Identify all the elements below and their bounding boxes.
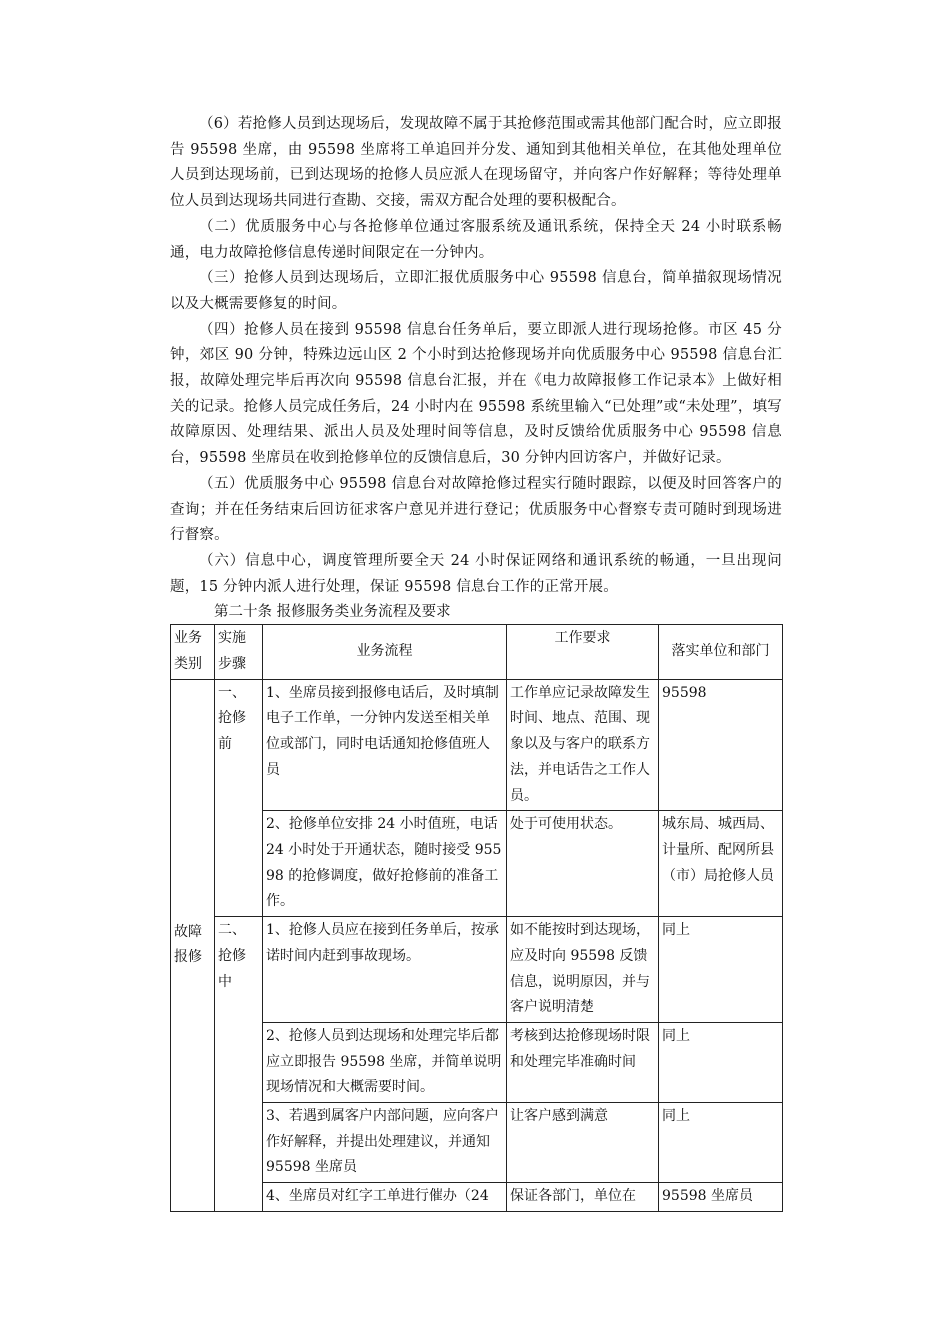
- table-row: [171, 1103, 783, 1183]
- paragraph-3: （三）抢修人员到达现场后，立即汇报优质服务中心 95598 信息台，简单描叙现场情况以及大概需要修复的时间。: [170, 270, 782, 312]
- table-row: [171, 811, 783, 917]
- table-row: [171, 679, 783, 811]
- flow-cell: 1、抢修人员应在接到任务单后，按承诺时间内赶到事故现场。: [263, 917, 507, 1023]
- step-cell-before: 一、抢修前: [215, 679, 263, 916]
- table-caption: 第二十条 报修服务类业务流程及要求: [214, 604, 451, 621]
- flow-cell: 3、若遇到属客户内部问题，应向客户作好解释，并提出处理建议，并通知 95598 坐席员: [263, 1103, 507, 1183]
- requirement-cell: 如不能按时到达现场，应及时向 95598 反馈信息，说明原因，并与客户说明清楚: [507, 917, 659, 1023]
- process-table: [170, 624, 783, 1211]
- document-page: [170, 112, 782, 1212]
- category-cell: 故障报修: [171, 679, 215, 1211]
- table-row: [171, 1022, 783, 1102]
- paragraph-2: （二）优质服务中心与各抢修单位通过客服系统及通讯系统，保持全天 24 小时联系畅通，电力故障抢修信息传递时间限定在一分钟内。: [170, 218, 782, 261]
- requirement-cell: 工作单应记录故障发生时间、地点、范围、现象以及与客户的联系方法，并电话告之工作人员。: [507, 679, 659, 811]
- unit-cell: 同上: [659, 1103, 783, 1183]
- requirement-cell: 考核到达抢修现场时限和处理完毕准确时间: [507, 1022, 659, 1102]
- paragraph-6b: （六）信息中心，调度管理所要全天 24 小时保证网络和通讯系统的畅通，一旦出现问题，15 分钟内派人进行处理，保证 95598 信息台工作的正常开展。: [170, 552, 782, 595]
- header-category: 业务类别: [171, 625, 215, 679]
- paragraph-4: （四）抢修人员在接到 95598 信息台任务单后，要立即派人进行现场抢修。市区 45 分钟，郊区 90 分钟，特殊边远山区 2 个小时到达抢修现场并向优质服务中心 95598 信息台汇报，故障处理完毕后再次向 95598 信息台汇报，并在《电力故障报修工作记录本》上做好相关的记录。抢修人员完成任务后，24 小时内在 95598 系统里输入“已处理”或“未处理”，填写故障原因、处理结果、派出人员及处理时间等信息，及时反馈给优质服务中心 95598 信息台，95598 坐席员在收到抢修单位的反馈信息后，30 分钟内回访客户，并做好记录。: [170, 321, 782, 467]
- header-unit: 落实单位和部门: [659, 625, 783, 679]
- unit-cell: 95598 坐席员: [659, 1183, 783, 1212]
- header-flow: 业务流程: [263, 625, 507, 679]
- header-requirement: 工作要求: [507, 625, 659, 679]
- table-header-row: [171, 625, 783, 679]
- flow-cell: 2、抢修单位安排 24 小时值班，电话 24 小时处于开通状态，随时接受 95598 的抢修调度，做好抢修前的准备工作。: [263, 811, 507, 917]
- table-row: [171, 917, 783, 1023]
- step-cell-during: 二、抢修中: [215, 917, 263, 1212]
- paragraph-5: （五）优质服务中心 95598 信息台对故障抢修过程实行随时跟踪，以便及时回答客户的查询；并在任务结束后回访征求客户意见并进行登记；优质服务中心督察专责可随时到现场进行督察。: [170, 475, 782, 544]
- requirement-cell: 处于可使用状态。: [507, 811, 659, 917]
- requirement-cell: 让客户感到满意: [507, 1103, 659, 1183]
- flow-cell: 1、坐席员接到报修电话后，及时填制电子工作单，一分钟内发送至相关单位或部门，同时电话通知抢修值班人员: [263, 679, 507, 811]
- unit-cell: 95598: [659, 679, 783, 811]
- header-step: 实施步骤: [215, 625, 263, 679]
- requirement-cell: 保证各部门，单位在: [507, 1183, 659, 1212]
- unit-cell: 同上: [659, 917, 783, 1023]
- flow-cell: 4、坐席员对红字工单进行催办（24: [263, 1183, 507, 1212]
- flow-cell: 2、抢修人员到达现场和处理完毕后都应立即报告 95598 坐席，并简单说明现场情况和大概需要时间。: [263, 1022, 507, 1102]
- paragraph-6: （6）若抢修人员到达现场后，发现故障不属于其抢修范围或需其他部门配合时，应立即报告 95598 坐席，由 95598 坐席将工单追回并分发、通知到其他相关单位，在其他处理单位人员到达现场前，已到达现场的抢修人员应派人在现场留守，并向客户作好解释；等待处理单位人员到达现场共同进行查勘、交接，需双方配合处理的要积极配合。: [170, 116, 782, 210]
- unit-cell: 城东局、城西局、计量所、配网所县（市）局抢修人员: [659, 811, 783, 917]
- unit-cell: 同上: [659, 1022, 783, 1102]
- table-row: [171, 1183, 783, 1212]
